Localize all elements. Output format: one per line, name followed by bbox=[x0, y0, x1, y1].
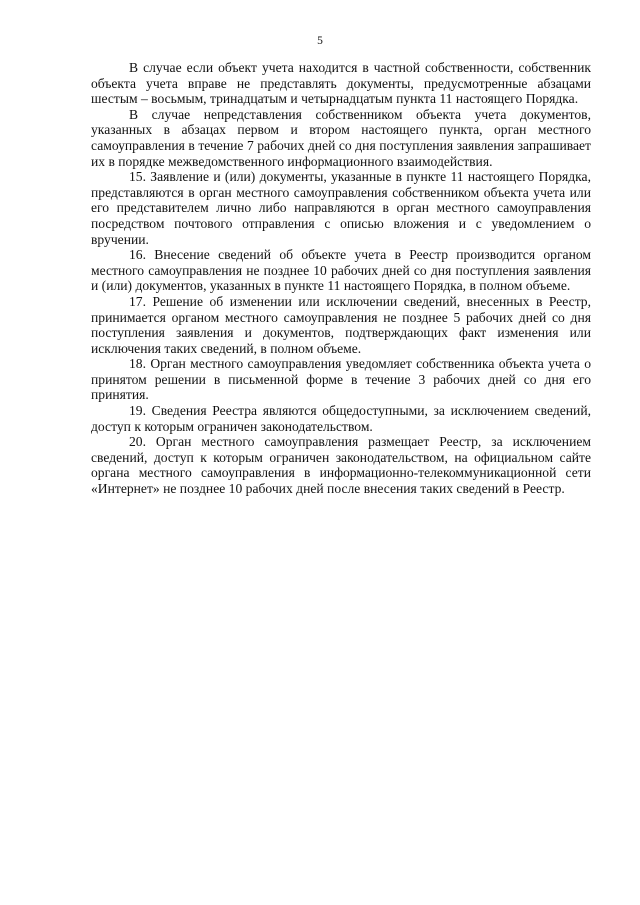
page-number: 5 bbox=[317, 35, 323, 47]
paragraph-interagency-request: В случае непредставления собственником объекта учета документов, указанных в абзацах первом и втором настоящего пункта, орган местного самоуправления в течение 7 рабочих дней со дня поступления заявления запрашивает их в порядке межведомственного информационного взаимодействия. bbox=[91, 106, 591, 169]
paragraph-item-18: 18. Орган местного самоуправления уведомляет собственника объекта учета о принятом решении в письменной форме в течение 3 рабочих дней со дня его принятия. bbox=[91, 356, 591, 403]
paragraph-item-16: 16. Внесение сведений об объекте учета в Реестр производится органом местного самоуправления не позднее 10 рабочих дней со дня поступления заявления и (или) документов, указанных в пункте 11 настоящего Порядка, в полном объеме. bbox=[91, 247, 591, 294]
paragraph-item-17: 17. Решение об изменении или исключении сведений, внесенных в Реестр, принимается органом местного самоуправления не позднее 5 рабочих дней со дня поступления заявления и документов, подтверждающих факт изменения или исключения таких сведений, в полном объеме. bbox=[91, 293, 591, 356]
paragraph-item-19: 19. Сведения Реестра являются общедоступными, за исключением сведений, доступ к которым ограничен законодательством. bbox=[91, 403, 591, 434]
paragraph-private-property: В случае если объект учета находится в частной собственности, собственник объекта учета вправе не представлять документы, предусмотренные абзацами шестым – восьмым, тринадцатым и четырнадцатым пункта 11 настоящего Порядка. bbox=[91, 60, 591, 107]
paragraph-item-20: 20. Орган местного самоуправления размещает Реестр, за исключением сведений, доступ к которым ограничен законодательством, на официальном сайте органа местного самоуправления в информационно-телекоммуникационной сети «Интернет» не позднее 10 рабочих дней после внесения таких сведений в Реестр. bbox=[91, 434, 591, 497]
paragraph-item-15: 15. Заявление и (или) документы, указанные в пункте 11 настоящего Порядка, представляются в орган местного самоуправления собственником объекта учета или его представителем лично либо направляются в орган местного самоуправления посредством почтового отправления с описью вложения и с уведомлением о вручении. bbox=[91, 169, 591, 247]
document-body bbox=[91, 60, 591, 497]
